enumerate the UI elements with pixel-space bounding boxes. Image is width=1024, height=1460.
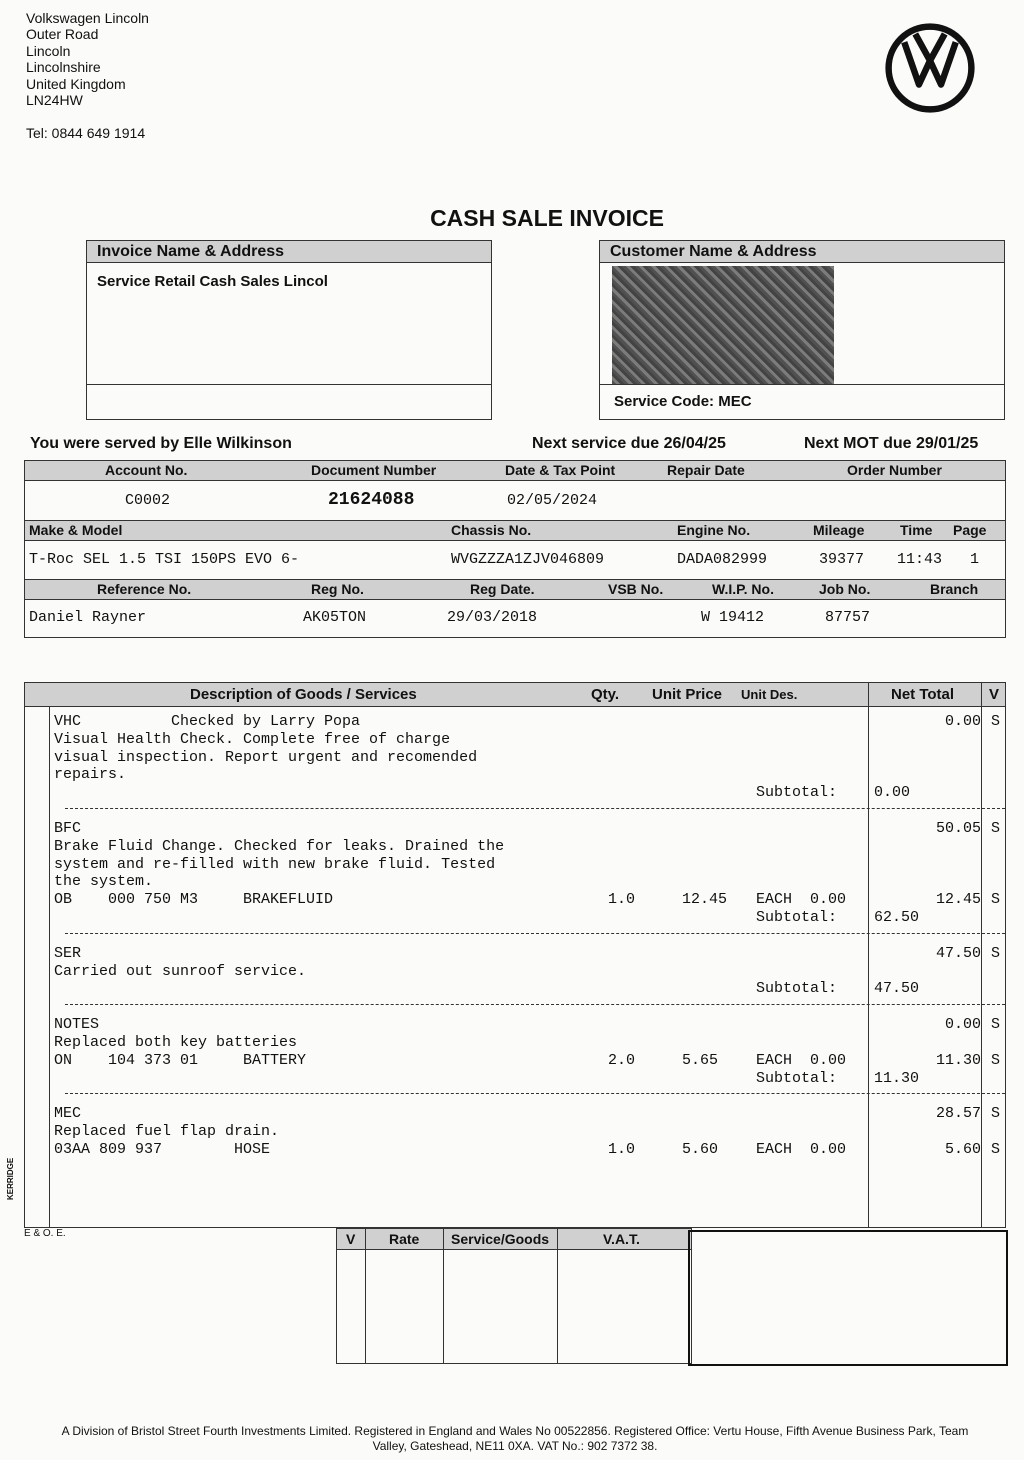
engine-number: DADA082999 xyxy=(677,551,768,568)
document-number: 21624088 xyxy=(328,490,415,510)
vat-hdr-v: V xyxy=(346,1231,356,1247)
line-description: Visual Health Check. Complete free of charge xyxy=(54,730,451,748)
totals-box xyxy=(688,1230,1008,1366)
line-net-total: 0.00 xyxy=(944,713,981,730)
line-description: MEC xyxy=(54,1105,82,1123)
hdr-date: Date & Tax Point xyxy=(505,462,616,478)
hdr-vsb: VSB No. xyxy=(608,581,664,597)
make-model: T-Roc SEL 1.5 TSI 150PS EVO 6- xyxy=(29,551,300,568)
hdr-reg: Reg No. xyxy=(311,581,364,597)
time: 11:43 xyxy=(897,551,943,568)
line-description: BFC xyxy=(54,820,82,837)
invoice-box-divider xyxy=(87,384,491,385)
hdr-page: Page xyxy=(953,522,987,538)
line-vat-code: S xyxy=(991,944,1001,962)
line-vat-code: S xyxy=(991,891,1001,909)
hdr-account: Account No. xyxy=(105,462,188,478)
address-line: Lincolnshire xyxy=(26,59,101,76)
line-description: SER xyxy=(54,944,82,962)
line-qty: 1.0 xyxy=(608,1141,636,1158)
tax-point-date: 02/05/2024 xyxy=(507,492,598,509)
vat-col-3 xyxy=(557,1229,558,1363)
chassis-number: WVGZZZA1ZJV046809 xyxy=(451,551,605,568)
hdr-description: Description of Goods / Services xyxy=(190,686,417,703)
hdr-reg-date: Reg Date. xyxy=(470,581,535,597)
page-title: CASH SALE INVOICE xyxy=(430,205,664,231)
hdr-mileage: Mileage xyxy=(813,522,865,538)
goods-services-table xyxy=(24,682,1006,1228)
invoice-name: Service Retail Cash Sales Lincol xyxy=(97,273,328,290)
footer-line-2: Valley, Gateshead, NE11 0XA. VAT No.: 902 7372 38. xyxy=(372,1439,658,1453)
hdr-wip: W.I.P. No. xyxy=(712,581,774,597)
vat-col-2 xyxy=(443,1229,444,1363)
reg-date: 29/03/2018 xyxy=(447,609,538,626)
mileage: 39377 xyxy=(819,551,865,568)
line-description: 03AA 809 937 HOSE xyxy=(54,1141,271,1158)
line-qty: 1.0 xyxy=(608,891,636,909)
vw-logo-icon xyxy=(884,22,976,114)
line-vat-code: S xyxy=(991,1141,1001,1158)
address-line: LN24HW xyxy=(26,92,83,109)
line-description: ON 104 373 01 BATTERY xyxy=(54,1051,307,1069)
col-line-net xyxy=(868,683,869,1227)
wip-number: W 19412 xyxy=(701,609,765,626)
line-subtotal: 11.30 xyxy=(874,1069,920,1087)
hdr-chassis: Chassis No. xyxy=(451,522,532,538)
line-unit-price: 5.60 xyxy=(682,1141,719,1158)
line-separator xyxy=(65,808,1005,809)
line-subtotal: 47.50 xyxy=(874,980,920,998)
line-separator xyxy=(65,933,1005,934)
line-subtotal-label: Subtotal: xyxy=(756,909,838,926)
line-vat-code: S xyxy=(991,1051,1001,1069)
hdr-engine: Engine No. xyxy=(677,522,751,538)
hdr-reference: Reference No. xyxy=(97,581,192,597)
line-qty: 2.0 xyxy=(608,1051,636,1069)
line-net-total: 0.00 xyxy=(944,1016,981,1034)
line-description: OB 000 750 M3 BRAKEFLUID xyxy=(54,891,334,909)
line-net-total: 5.60 xyxy=(944,1141,981,1158)
line-description: VHC Checked by Larry Popa xyxy=(54,713,361,730)
header-row-3 xyxy=(25,579,1005,600)
line-description: Brake Fluid Change. Checked for leaks. Drained the xyxy=(54,837,505,855)
vat-hdr-vat: V.A.T. xyxy=(603,1231,640,1247)
line-subtotal-label: Subtotal: xyxy=(756,980,838,998)
hdr-v: V xyxy=(989,686,1000,703)
customer-box-divider xyxy=(600,384,1004,385)
next-service-due: Next service due 26/04/25 xyxy=(532,435,726,452)
eoe-note: E & O. E. xyxy=(24,1228,66,1239)
line-unit-des: EACH 0.00 xyxy=(756,891,847,909)
served-by: You were served by Elle Wilkinson xyxy=(30,435,292,452)
service-code: Service Code: MEC xyxy=(614,393,752,410)
line-unit-des: EACH 0.00 xyxy=(756,1051,847,1069)
reg-number: AK05TON xyxy=(303,609,367,626)
line-description: NOTES xyxy=(54,1016,100,1034)
address-line: Volkswagen Lincoln xyxy=(26,10,149,26)
address-line: United Kingdom xyxy=(26,75,126,92)
hdr-unit-price: Unit Price xyxy=(652,686,723,703)
kerridge-mark: KERRIDGE xyxy=(6,1157,15,1200)
line-description: Replaced both key batteries xyxy=(54,1034,298,1051)
vat-hdr-service-goods: Service/Goods xyxy=(451,1231,550,1247)
dealer-address xyxy=(26,10,149,108)
line-description: visual inspection. Report urgent and recomended xyxy=(54,748,478,766)
hdr-qty: Qty. xyxy=(591,686,620,703)
col-line-left xyxy=(49,706,50,1227)
hdr-time: Time xyxy=(900,522,933,538)
line-vat-code: S xyxy=(991,713,1001,730)
address-line: Lincoln xyxy=(26,42,71,59)
header-row-1 xyxy=(25,461,1005,481)
line-subtotal: 0.00 xyxy=(874,784,911,802)
line-separator xyxy=(65,1093,1005,1094)
reference-number: Daniel Rayner xyxy=(29,609,147,626)
customer-box-header: Customer Name & Address xyxy=(600,241,1004,263)
hdr-order: Order Number xyxy=(847,462,942,478)
footer-line-1: A Division of Bristol Street Fourth Investments Limited. Registered in England and Wales No 00522856. Registered Office: Vertu House, Fifth Avenue Business Park, Team xyxy=(61,1424,969,1438)
hdr-branch: Branch xyxy=(930,581,979,597)
hdr-document: Document Number xyxy=(311,462,437,478)
line-unit-price: 5.65 xyxy=(682,1051,719,1069)
vat-col-1 xyxy=(365,1229,366,1363)
line-description: Carried out sunroof service. xyxy=(54,962,307,980)
invoice-name-box xyxy=(86,240,492,420)
line-description: repairs. xyxy=(54,766,127,784)
line-unit-price: 12.45 xyxy=(682,891,728,909)
page-number: 1 xyxy=(970,551,980,568)
redacted-customer-address xyxy=(612,266,834,384)
hdr-make-model: Make & Model xyxy=(29,522,123,538)
address-line: Outer Road xyxy=(26,26,99,43)
dealer-telephone: Tel: 0844 649 1914 xyxy=(26,125,146,141)
line-subtotal: 62.50 xyxy=(874,909,920,926)
hdr-net-total: Net Total xyxy=(891,686,955,703)
line-separator xyxy=(65,1004,1005,1005)
hdr-repair-date: Repair Date xyxy=(667,462,745,478)
vat-hdr-rate: Rate xyxy=(389,1231,420,1247)
line-description: the system. xyxy=(54,873,154,891)
line-net-total: 11.30 xyxy=(935,1051,981,1069)
line-subtotal-label: Subtotal: xyxy=(756,784,838,802)
line-vat-code: S xyxy=(991,820,1001,837)
footer xyxy=(30,1424,1000,1454)
line-vat-code: S xyxy=(991,1105,1001,1123)
invoice-box-header: Invoice Name & Address xyxy=(87,241,491,263)
account-number: C0002 xyxy=(125,492,171,509)
header-row-2 xyxy=(25,520,1005,541)
line-description: Replaced fuel flap drain. xyxy=(54,1123,280,1141)
line-subtotal-label: Subtotal: xyxy=(756,1069,838,1087)
line-net-total: 12.45 xyxy=(935,891,981,909)
hdr-job: Job No. xyxy=(819,581,871,597)
next-mot-due: Next MOT due 29/01/25 xyxy=(804,435,979,452)
col-line-v xyxy=(981,683,982,1227)
line-vat-code: S xyxy=(991,1016,1001,1034)
vehicle-details-grid xyxy=(24,460,1006,638)
line-net-total: 47.50 xyxy=(935,944,981,962)
line-net-total: 28.57 xyxy=(935,1105,981,1123)
hdr-unit-des: Unit Des. xyxy=(741,687,798,702)
line-net-total: 50.05 xyxy=(935,820,981,837)
vat-table xyxy=(336,1228,692,1364)
line-unit-des: EACH 0.00 xyxy=(756,1141,847,1158)
goods-header xyxy=(25,683,1005,707)
line-description: system and re-filled with new brake fluid. Tested xyxy=(54,855,496,873)
job-number: 87757 xyxy=(825,609,871,626)
